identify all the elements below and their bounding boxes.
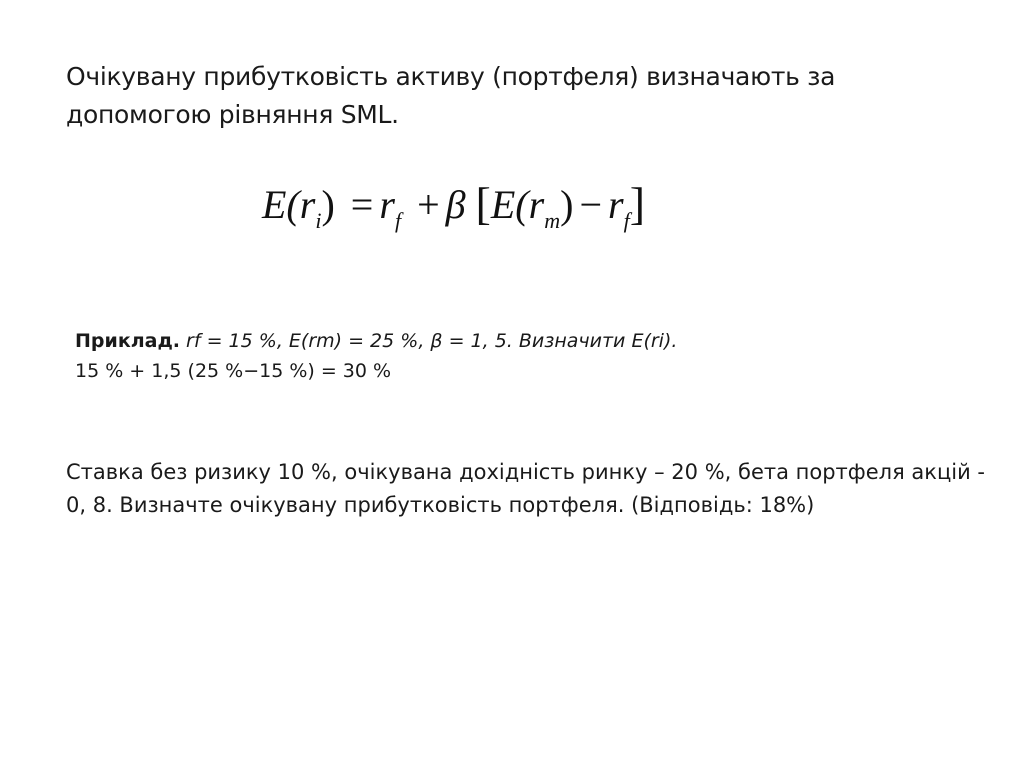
formula-lhs-sub: i xyxy=(315,208,322,233)
formula-rf1: r xyxy=(379,182,395,227)
example-solution: 15 % + 1,5 (25 %−15 %) = 30 % xyxy=(75,360,392,382)
formula-lhs-e: E( xyxy=(262,182,300,227)
formula-rf1-sub: f xyxy=(394,208,402,233)
formula-em-sub: m xyxy=(544,208,561,233)
formula-em-r: r xyxy=(528,182,545,227)
example-given: rf = 15 %, E(rm) = 25 %, β = 1, 5. Визначити E(ri). xyxy=(180,330,678,352)
example-line-1 xyxy=(75,326,975,356)
formula-em-close: ) xyxy=(560,182,574,227)
task-text: Ставка без ризику 10 %, очікувана дохідність ринку – 20 %, бета портфеля акцій - 0, 8. Визначте очікувану прибутковість портфеля. (Відповідь: 18%) xyxy=(66,460,985,517)
formula-left-bracket: [ xyxy=(475,178,491,229)
formula-right-bracket: ] xyxy=(629,178,646,229)
sml-formula xyxy=(262,176,645,236)
formula-rf2-sub: f xyxy=(623,208,630,233)
formula-plus: + xyxy=(417,182,440,227)
example-block xyxy=(75,326,975,386)
formula-equals: = xyxy=(350,182,374,227)
formula-em-e: E( xyxy=(490,182,529,227)
formula-beta: β xyxy=(445,182,466,227)
formula-lhs-close: ) xyxy=(321,182,335,227)
formula-minus: − xyxy=(579,182,602,227)
slide-heading: Очікувану прибутковість активу (портфеля) визначають за допомогою рівняння SML. xyxy=(66,62,836,129)
example-label: Приклад. xyxy=(75,330,181,352)
formula-rf2: r xyxy=(608,182,624,227)
formula-lhs-r: r xyxy=(299,182,316,227)
